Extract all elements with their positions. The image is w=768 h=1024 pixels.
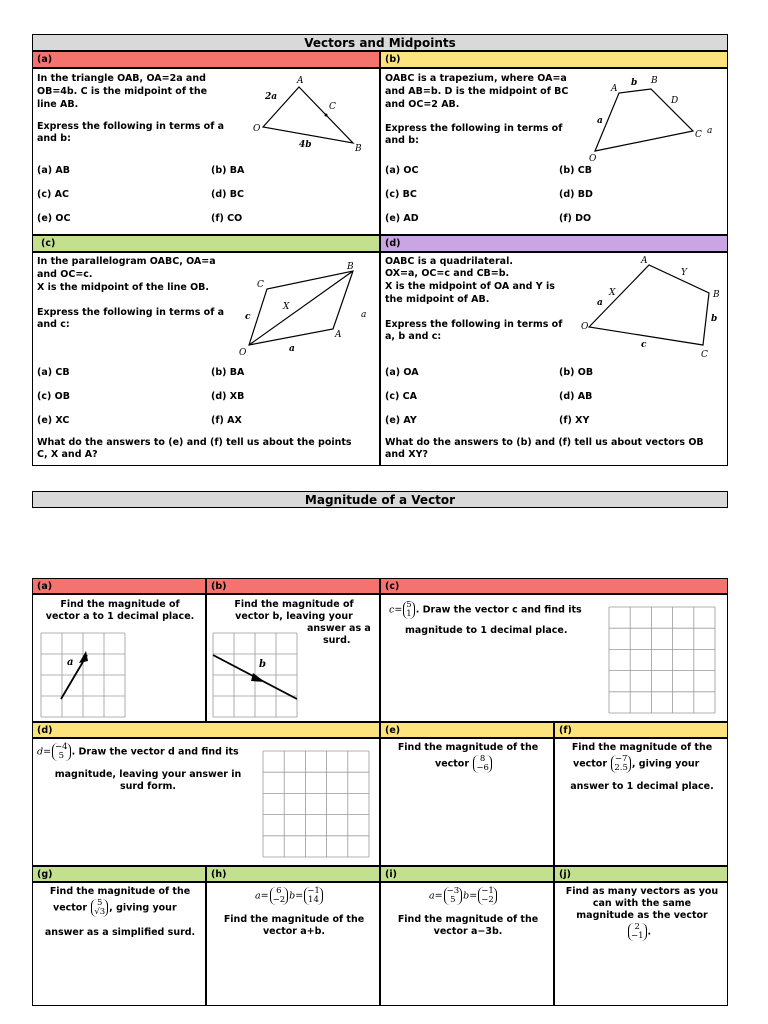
c-q-a: (a) CB [37, 367, 70, 378]
mag-header-j: (j) [554, 866, 728, 882]
a-instr-1: Express the following in terms of a [37, 121, 225, 132]
mag-f-line-2 [573, 755, 699, 773]
grid-c [609, 607, 715, 713]
mag-f-text-2: vector [573, 758, 608, 770]
mag-c-text-2: magnitude to 1 decimal place. [405, 625, 568, 636]
a-q-b: (b) BA [211, 165, 245, 176]
mag-e-col-bottom: −6 [476, 763, 489, 773]
mag-h-b-bottom: 14 [308, 895, 319, 905]
mag-c-text-1: . Draw the vector c and find its [415, 604, 582, 616]
a-intro-2: OB=4b. C is the midpoint of the [37, 86, 208, 97]
mag-d-lhs: d= [37, 746, 52, 758]
mag-e-col-top: 8 [479, 754, 486, 764]
c-intro-1: In the parallelogram OABC, OA=a [37, 256, 216, 267]
mag-d-col-top: −4 [55, 742, 68, 752]
panel-a [32, 68, 380, 235]
mag-d-column-vector [52, 743, 71, 761]
label-B: B [651, 76, 658, 86]
mag-c-column-vector [403, 601, 414, 619]
b-q-a: (a) OC [385, 165, 419, 176]
label-2a: 2a [265, 92, 278, 102]
c-q-b: (b) BA [211, 367, 245, 378]
b-q-e: (e) AD [385, 213, 419, 224]
mag-i-b-top: −1 [481, 886, 494, 896]
mag-i-a-vector [444, 887, 463, 905]
mag-h-b-vector [304, 887, 323, 905]
label-D: D [671, 96, 679, 106]
mag-j-line-4 [627, 923, 651, 941]
mag-j-column-vector [628, 923, 647, 941]
mag-j-text-2: can with the same [592, 898, 692, 909]
d-intro-4: the midpoint of AB. [385, 294, 490, 305]
panel-d [380, 252, 728, 466]
mag-d-col-bottom: 5 [58, 751, 65, 761]
label-O: O [589, 154, 597, 164]
grid-a [41, 633, 125, 717]
mag-panel-j [554, 882, 728, 1006]
label-b: b [711, 314, 718, 324]
label-c: c [641, 340, 647, 350]
panel-c [32, 252, 380, 466]
c-instr-2: and c: [37, 319, 70, 330]
d-q-b: (b) OB [559, 367, 594, 378]
mag-b-text-3: answer as a [307, 623, 371, 634]
mag-e-text-1: Find the magnitude of the [397, 742, 539, 753]
mag-b-text-2: vector b, leaving your [235, 611, 353, 622]
d-q-a: (a) OA [385, 367, 419, 378]
label-Y: Y [681, 268, 687, 278]
d-intro-3: X is the midpoint of OA and Y is [385, 281, 555, 292]
mag-panel-g [32, 882, 206, 1006]
mag-h-b-lhs: b= [289, 890, 304, 902]
label-A: A [335, 330, 342, 340]
mag-panel-h [206, 882, 380, 1006]
label-C: C [257, 280, 264, 290]
d-instr-2: a, b and c: [385, 331, 442, 342]
trapezium-diagram [581, 71, 721, 164]
mag-g-text-2: vector [53, 902, 88, 914]
header-b: (b) [380, 51, 728, 68]
triangle-diagram [243, 73, 373, 153]
mag-header-h: (h) [206, 866, 380, 882]
label-4b: 4b [299, 140, 312, 150]
parallelogram-diagram [233, 259, 373, 359]
a-q-a: (a) AB [37, 165, 70, 176]
mag-d-line-1 [37, 743, 239, 761]
b-q-b: (b) CB [559, 165, 593, 176]
mag-i-line-1 [429, 887, 498, 905]
d-footer-2: and XY? [385, 449, 428, 460]
b-intro-2: and AB=b. D is the midpoint of BC [385, 86, 569, 97]
mag-panel-f [554, 738, 728, 866]
mag-g-text-4: answer as a simplified surd. [44, 927, 196, 938]
label-B: B [347, 262, 354, 272]
mag-header-a: (a) [32, 578, 206, 594]
label-X: X [283, 302, 290, 312]
mag-d-text-3: surd form. [119, 781, 177, 792]
mag-h-a-vector [270, 887, 289, 905]
c-q-d: (d) XB [211, 391, 245, 402]
vector-a-label: a [67, 657, 74, 668]
mag-i-a-lhs: a= [429, 890, 443, 902]
mag-panel-c [380, 594, 728, 722]
mag-h-a-top: 6 [276, 886, 282, 896]
label-C: C [695, 130, 702, 140]
mag-c-line-1 [389, 601, 582, 619]
panel-b [380, 68, 728, 235]
mag-panel-i [380, 882, 554, 1006]
mag-header-e: (e) [380, 722, 554, 738]
a-intro-3: line AB. [37, 99, 79, 110]
a-intro-1: In the triangle OAB, OA=2a and [37, 73, 206, 84]
c-q-f: (f) AX [211, 415, 242, 426]
mag-h-b-top: −1 [307, 886, 320, 896]
vector-b-label: b [259, 659, 266, 670]
mag-b-text-1: Find the magnitude of [234, 599, 354, 610]
section-title-vectors-midpoints: Vectors and Midpoints [32, 34, 728, 51]
mag-header-g: (g) [32, 866, 206, 882]
mag-i-a-bottom: 5 [450, 895, 456, 905]
mag-c-col-bottom: 1 [406, 609, 412, 619]
c-intro-2: and OC=c. [37, 269, 93, 280]
label-A: A [611, 84, 618, 94]
b-instr-2: and b: [385, 135, 419, 146]
label-X: X [609, 288, 616, 298]
mag-i-b-vector [478, 887, 497, 905]
mag-a-text-1: Find the magnitude of [60, 599, 180, 610]
label-a2: a [361, 310, 367, 320]
header-d: (d) [380, 235, 728, 252]
c-footer-2: C, X and A? [37, 449, 98, 460]
mag-j-end: . [647, 926, 652, 938]
d-q-e: (e) AY [385, 415, 417, 426]
c-q-c: (c) OB [37, 391, 70, 402]
b-q-d: (d) BD [559, 189, 593, 200]
mag-header-d: (d) [32, 722, 380, 738]
mag-f-col-bottom: 2.5 [614, 763, 628, 773]
label-c: c [245, 312, 251, 322]
label-b: b [631, 78, 638, 88]
mag-i-text-2: vector a−3b. [433, 926, 503, 937]
label-a: a [597, 116, 603, 126]
mag-panel-b [206, 594, 380, 722]
d-q-d: (d) AB [559, 391, 593, 402]
mag-h-line-1 [255, 887, 324, 905]
c-q-e: (e) XC [37, 415, 70, 426]
a-q-d: (d) BC [211, 189, 245, 200]
label-A: A [297, 76, 304, 86]
header-a: (a) [32, 51, 380, 68]
c-footer-1: What do the answers to (e) and (f) tell us about the points [37, 437, 352, 448]
mag-d-text-2: magnitude, leaving your answer in [54, 769, 242, 780]
label-B: B [355, 144, 362, 154]
b-q-f: (f) DO [559, 213, 592, 224]
label-O: O [253, 124, 261, 134]
mag-g-line-2 [53, 899, 177, 917]
mag-g-col-top: 5 [97, 898, 103, 908]
mag-h-text-1: Find the magnitude of the [223, 914, 365, 925]
mag-a-text-2: vector a to 1 decimal place. [45, 611, 195, 622]
mag-j-col-top: 2 [634, 922, 640, 932]
b-intro-3: and OC=2 AB. [385, 99, 460, 110]
label-a: a [289, 344, 295, 354]
b-instr-1: Express the following in terms of [385, 123, 563, 134]
mag-e-column-vector [473, 755, 492, 773]
mag-h-a-bottom: −2 [272, 895, 286, 905]
a-q-f: (f) CO [211, 213, 243, 224]
mag-g-col-bottom: √3 [94, 907, 106, 917]
c-intro-3: X is the midpoint of the line OB. [37, 282, 210, 293]
mag-f-text-1: Find the magnitude of the [571, 742, 713, 753]
header-c: (c) [32, 235, 380, 252]
grid-b [213, 633, 297, 717]
grid-d [263, 751, 369, 857]
mag-f-text-4: answer to 1 decimal place. [570, 781, 714, 792]
d-intro-2: OX=a, OC=c and CB=b. [385, 268, 510, 279]
d-q-c: (c) CA [385, 391, 417, 402]
mag-g-column-vector [91, 899, 108, 917]
mag-header-c: (c) [380, 578, 728, 594]
mag-h-text-2: vector a+b. [262, 926, 326, 937]
mag-i-b-bottom: −2 [481, 895, 494, 905]
mag-d-text-1: . Draw the vector d and find its [71, 746, 239, 758]
d-footer-1: What do the answers to (b) and (f) tell us about vectors OB [385, 437, 704, 448]
section-title-magnitude: Magnitude of a Vector [32, 491, 728, 508]
mag-e-text-2: vector [435, 758, 470, 770]
label-C: C [329, 102, 336, 112]
mag-i-text-1: Find the magnitude of the [397, 914, 539, 925]
label-O: O [239, 348, 247, 358]
a-q-c: (c) AC [37, 189, 69, 200]
b-q-c: (c) BC [385, 189, 417, 200]
mag-j-col-bottom: −1 [631, 931, 644, 941]
label-O: O [581, 322, 589, 332]
quadrilateral-diagram [581, 256, 721, 360]
mag-i-a-top: −3 [446, 886, 460, 896]
c-instr-1: Express the following in terms of a [37, 307, 225, 318]
label-C: C [701, 350, 708, 360]
d-intro-1: OABC is a quadrilateral. [385, 256, 513, 267]
mag-f-column-vector [611, 755, 631, 773]
mag-j-text-1: Find as many vectors as you [565, 886, 719, 897]
label-A: A [641, 256, 648, 266]
mag-panel-e [380, 738, 554, 866]
mag-g-text-1: Find the magnitude of the [49, 886, 191, 897]
a-instr-2: and b: [37, 133, 71, 144]
mag-h-a-lhs: a= [255, 890, 269, 902]
mag-f-text-3: , giving your [631, 758, 700, 770]
mag-c-lhs: c= [389, 604, 403, 616]
mag-panel-a [32, 594, 206, 722]
mag-b-text-4: surd. [323, 635, 351, 646]
label-a: a [597, 298, 603, 308]
label-a2: a [707, 126, 713, 136]
mag-e-line-2 [435, 755, 493, 773]
mag-g-text-3: , giving your [109, 902, 177, 914]
mag-panel-d [32, 738, 380, 866]
mag-header-i: (i) [380, 866, 554, 882]
d-instr-1: Express the following in terms of [385, 319, 563, 330]
mag-f-col-top: −7 [614, 754, 628, 764]
a-q-e: (e) OC [37, 213, 71, 224]
mag-i-b-lhs: b= [463, 890, 478, 902]
mag-header-f: (f) [554, 722, 728, 738]
b-intro-1: OABC is a trapezium, where OA=a [385, 73, 567, 84]
mag-j-text-3: magnitude as the vector [576, 910, 708, 921]
d-q-f: (f) XY [559, 415, 590, 426]
label-B: B [713, 290, 720, 300]
mag-c-col-top: 5 [406, 600, 412, 610]
mag-header-b: (b) [206, 578, 380, 594]
